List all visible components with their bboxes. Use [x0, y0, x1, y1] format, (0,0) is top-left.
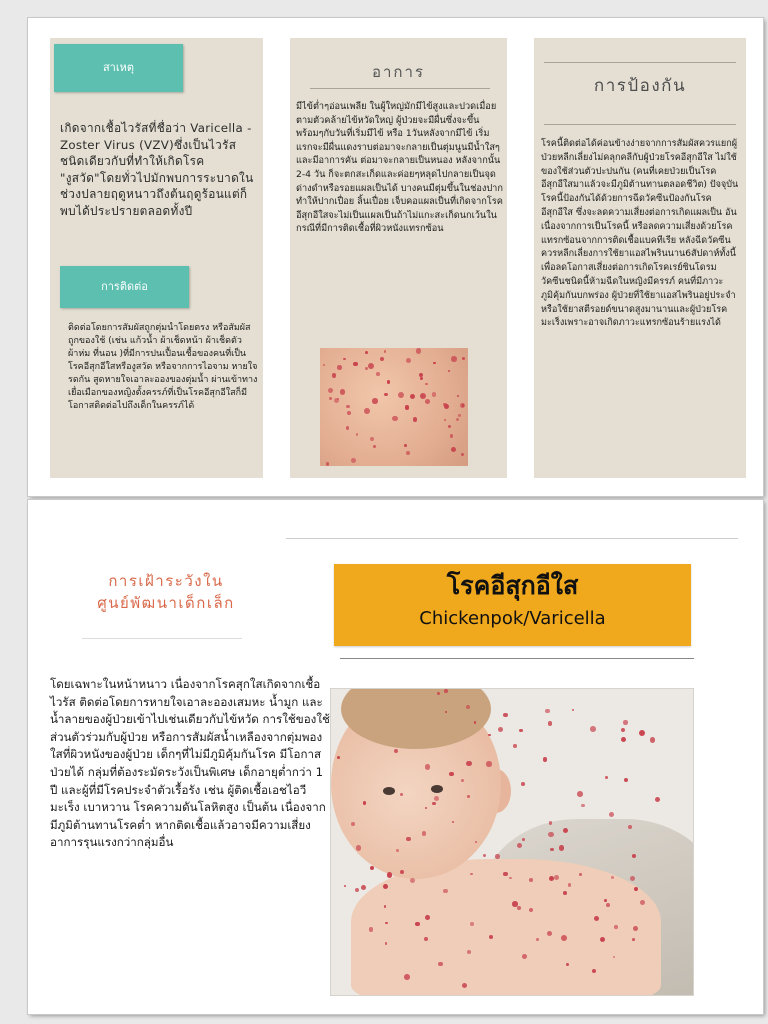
rash-spot: [522, 954, 527, 959]
prevention-divider-top: [544, 62, 736, 63]
rash-spot: [548, 832, 554, 838]
rash-spot: [572, 709, 574, 711]
rash-spot: [461, 453, 464, 456]
rash-spot: [351, 458, 356, 463]
rash-spot: [581, 804, 584, 807]
rash-spot: [415, 922, 420, 927]
skin-rash-photo: [320, 348, 468, 466]
rash-spot: [563, 828, 568, 833]
rash-spot: [340, 389, 346, 395]
rash-spot: [438, 962, 443, 967]
rash-spot: [495, 854, 500, 859]
rash-spot: [346, 426, 349, 429]
rash-spot: [451, 356, 457, 362]
rash-spot: [400, 793, 403, 796]
rash-spot: [624, 778, 628, 782]
rash-spot: [328, 388, 333, 393]
rash-spot: [503, 713, 507, 717]
rash-spot: [519, 729, 522, 732]
rash-spot: [470, 922, 474, 926]
rash-spot: [517, 843, 522, 848]
rash-spot: [332, 373, 337, 378]
baby-eye-right: [431, 785, 443, 793]
rash-spot: [385, 922, 388, 925]
rash-spot: [443, 889, 447, 893]
rash-spot: [474, 721, 476, 723]
rash-spot: [425, 383, 427, 385]
banner-english-title: Chickenpok/Varicella: [419, 608, 606, 629]
banner-thai-title: โรคอีสุกอีใส: [446, 571, 579, 600]
disease-banner: [334, 564, 691, 646]
care-title-divider: [82, 638, 242, 639]
rash-spot: [355, 888, 359, 892]
rash-spot: [590, 726, 596, 732]
rash-spot: [424, 937, 428, 941]
rash-spot: [369, 927, 374, 932]
symptoms-title: อาการ: [372, 63, 425, 81]
brochure-page-bottom: [28, 500, 763, 1014]
rash-spot: [650, 737, 655, 742]
rash-spot: [406, 358, 411, 363]
care-title-line1: การเฝ้าระวังใน: [108, 572, 224, 590]
rash-spot: [384, 350, 387, 353]
rash-spot: [548, 721, 553, 726]
rash-spot: [346, 405, 350, 409]
brochure-page-top: [28, 18, 763, 496]
cause-column: [50, 38, 263, 478]
rash-spot: [326, 462, 330, 466]
rash-spot: [432, 392, 436, 396]
rash-spot: [561, 935, 567, 941]
rash-spot: [372, 398, 377, 403]
rash-spot: [368, 363, 374, 369]
rash-spot: [449, 772, 453, 776]
rash-spot: [344, 885, 346, 887]
baby-hair-shape: [341, 688, 491, 749]
baby-with-chickenpox-photo: [330, 688, 694, 996]
rash-spot: [621, 728, 625, 732]
rash-spot: [337, 365, 342, 370]
rash-spot: [356, 433, 359, 436]
rash-spot: [632, 854, 636, 858]
prevention-column: [534, 38, 746, 478]
rash-spot: [655, 797, 660, 802]
rash-spot: [621, 737, 626, 742]
rash-spot: [392, 416, 398, 422]
rash-spot: [400, 870, 404, 874]
rash-spot: [609, 812, 614, 817]
spread-text: ติดต่อโดยการสัมผัสถูกตุ่มน้ำโดยตรง หรือสัมผัสถูกของใช้ (เช่น แก้วน้ำ ผ้าเช็ดหน้า ผ้าเช็ดตัว ผ้าห่ม ที่นอน )ที่มีการปนเปื้อนเชื้อของคนที่เป็นโรคอีสุกอีใสหรืองูสวัด หรือจากการไอจาม หายใจรดกัน สูดหายใจเอาละอองของตุ่มน้ำ ผ่านเข้าทางเยื่อเมือกของหญิงตั้งครรภ์ที่เป็นโรคอีสุกอีใสก็มีโอกาสติดต่อไปถึงเด็กในครรภ์ได้: [68, 323, 258, 411]
rash-spot: [517, 906, 521, 910]
rash-spot: [351, 822, 355, 826]
rash-spot: [406, 451, 411, 456]
rash-spot: [343, 358, 345, 360]
rash-spot: [594, 916, 599, 921]
cause-text: เกิดจากเชื้อไวรัสที่ชื่อว่า Varicella - Zoster Virus (VZV)ซึ่งเป็นไวรัสชนิดเดียวกับที่ทำให้เกิดโรค "งูสวัด"โดยทั่วไปมักพบการระบาดในช่วงปลายฤดูหนาวถึงต้นฤดูร้อนแต่ก็พบได้ประปรายตลอดทั้งปี: [60, 121, 254, 218]
rash-spot: [370, 866, 375, 871]
rash-spot: [545, 709, 549, 713]
rash-spot: [554, 875, 559, 880]
rash-spot: [365, 367, 368, 370]
rash-spot: [420, 377, 423, 380]
banner-divider: [340, 658, 694, 659]
rash-spot: [448, 425, 451, 428]
prevention-title: การป้องกัน: [593, 76, 687, 96]
rash-spot: [373, 445, 376, 448]
rash-spot: [398, 392, 404, 398]
rash-spot: [577, 791, 583, 797]
rash-spot: [513, 744, 516, 747]
rash-spot: [559, 845, 564, 850]
rash-spot: [529, 878, 533, 882]
rash-spot: [404, 974, 410, 980]
rash-spot: [353, 362, 357, 366]
baby-eye-left: [383, 787, 395, 795]
rash-spot: [486, 761, 491, 766]
rash-spot: [396, 849, 399, 852]
rash-spot: [628, 825, 632, 829]
childcare-surveillance-text: โดยเฉพาะในหน้าหนาว เนื่องจากโรคสุกใสเกิดจากเชื้อไวรัส ติดต่อโดยการหายใจเอาละอองเสมหะ น้ำมูก และน้ำลายของผู้ป่วยเข้าไปเช่นเดียวกับไข้หวัด การใช้ของใช้ส่วนตัวร่วมกับผู้ป่วย หรือการสัมผัสน้ำเหลืองจากตุ่มพองใสที่ผิวหนังของผู้ป่วย เด็กๆที่ไม่มีภูมิคุ้มกันโรค มีโอกาสป่วยได้ กลุ่มที่ต้องระมัดระวังเป็นพิเศษ เด็กอายุต่ำกว่า 1 ปี และผู้ที่มีโรคประจำตัวเรื้อรัง เช่น ผู้ติดเชื้อเอชไอวี มะเร็ง เบาหวาน โรคความดันโลหิตสูง เป็นต้น เนื่องจากมีภูมิต้านทานโรคต่ำ หากติดเชื้อแล้วอาจมีความเสี่ยงอาการรุนแรงกว่ากลุ่มอื่น: [50, 677, 330, 850]
rash-spot: [380, 357, 384, 361]
rash-spot: [444, 404, 449, 409]
rash-spot: [413, 417, 418, 422]
rash-spot: [566, 963, 569, 966]
symptoms-divider: [310, 88, 490, 89]
rash-spot: [364, 408, 370, 414]
rash-spot: [543, 757, 547, 761]
rash-spot: [387, 380, 390, 383]
rash-spot: [549, 821, 552, 824]
rash-spot: [632, 938, 635, 941]
symptoms-text: มีไข้ต่ำๆอ่อนเพลีย ในผู้ใหญ่มักมีไข้สูงและปวดเมื่อยตามตัวคล้ายไข้หวัดใหญ่ ผู้ป่วยจะมีผื่นซึ่งจะขึ้นพร้อมๆกับวันที่เริ่มมีไข้ หรือ 1วันหลังจากมีไข้ เริ่มแรกจะมีผื่นแดงราบต่อมาจะกลายเป็นตุ่มนูนมีน้ำใสๆและมีอาการคัน ต่อมาจะกลายเป็นหนอง หลังจากนั้น 2-4 วัน ก็จะตกสะเก็ดและค่อยๆหลุดไปกลายเป็นจุดด่างดำหรือรอยแผลเป็นได้ บางคนมีตุ่มขึ้นในช่องปาก ทำให้ปากเปื่อย ลิ้นเปื่อย เจ็บคอแผลเป็นที่เกิดจากโรคอีสุกอีใสจะไม่เป็นแผลเป็นถ้าไม่แกะสะเก็ดนกเว้นในกรณีที่มีการติดเชื้อที่ผิวหนังแทรกซ้อน: [296, 101, 503, 235]
rash-spot: [406, 837, 410, 841]
rash-spot: [592, 969, 596, 973]
rash-spot: [613, 956, 615, 958]
rash-spot: [522, 838, 525, 841]
rash-spot: [521, 782, 525, 786]
rash-spot: [568, 883, 571, 886]
rash-spot: [416, 348, 421, 353]
rash-spot: [451, 447, 456, 452]
rash-spot: [365, 351, 368, 354]
rash-spot: [460, 403, 465, 408]
rash-spot: [639, 730, 645, 736]
rash-spot: [498, 727, 504, 733]
rash-spot: [462, 357, 465, 360]
rash-spot: [329, 397, 332, 400]
rash-spot: [444, 419, 446, 421]
rash-spot: [337, 756, 340, 759]
rash-spot: [433, 362, 436, 365]
rash-spot: [419, 373, 424, 378]
rash-spot: [488, 734, 490, 736]
rash-spot: [444, 689, 448, 693]
symptoms-column: [290, 38, 507, 478]
rash-spot: [448, 370, 450, 372]
rash-spot: [483, 854, 486, 857]
rash-spot: [376, 372, 380, 376]
rash-spot: [445, 711, 447, 713]
rash-spot: [347, 411, 351, 415]
rash-spot: [425, 915, 430, 920]
rash-spot: [605, 776, 608, 779]
rash-spot: [404, 444, 407, 447]
rash-spot: [467, 795, 470, 798]
rash-spot: [425, 399, 430, 404]
rash-spot: [456, 418, 460, 422]
rash-spot: [410, 394, 415, 399]
rash-spot: [470, 873, 472, 875]
rash-spot: [405, 405, 410, 410]
rash-spot: [623, 720, 627, 724]
top-divider: [286, 538, 738, 539]
childcare-surveillance-title: [66, 570, 266, 614]
rash-spot: [450, 434, 453, 437]
rash-spot: [425, 807, 427, 809]
care-title-line2: ศูนย์พัฒนาเด็กเล็ก: [97, 594, 235, 612]
prevention-text: โรคนี้ติดต่อได้ค่อนข้างง่ายจากการสัมผัสควรแยกผู้ป่วยหลีกเลี่ยงไม่คลุกคลีกับผู้ป่วยโรคอีสุกอีใส ไม่ใช้ของใช้ส่วนตัวปะปนกัน (คนที่เคยป่วยเป็นโรคอีสุกอีใสมาแล้วจะมีภูมิต้านทานตลอดชีวิต) ปัจจุบันโรคนี้ป้องกันได้ด้วยการฉีดวัคซีนป้องกันโรคอีสุกอีใส ซึ่งจะลดความเสี่ยงต่อการเกิดแผลเป็น อันเนื่องจากการเป็นโรคนี้ หรือลดความเสี่ยงด้วยโรคแทรกซ้อนจากการติดเชื้อแบคทีเรีย หลังฉีดวัคซีนควรหลีกเลี่ยงการใช้ยาแอสไพรินนาน6สัปดาห์ทั้งนี้เพื่อลดโอกาสเสี่ยงต่อการเกิดโรคเรย์ซินโดรม วัคซีนชนิดนี้ห้ามฉีดในหญิงมีครรภ์ คนที่มีภาวะภูมิคุ้มกันบกพร่อง ผู้ป่วยที่ใช้ยาแอสไพรินอยู่ประจำ หรือใช้ยาสตีรอยด์ขนาดสูงมานานและผู้ป่วยโรคมะเร็งเพราะอาจเกิดภาวะแทรกซ้อนร้ายแรงได้: [541, 139, 739, 329]
rash-spot: [361, 885, 366, 890]
prevention-divider-bottom: [544, 124, 736, 125]
rash-spot: [563, 891, 567, 895]
spread-tag: การติดต่อ: [60, 266, 189, 308]
cause-tag: สาเหตุ: [54, 44, 183, 92]
rash-spot: [370, 437, 374, 441]
rash-spot: [457, 395, 459, 397]
rash-spot: [384, 393, 388, 397]
rash-spot: [323, 364, 325, 366]
rash-spot: [458, 414, 460, 416]
rash-spot: [614, 925, 618, 929]
rash-spot: [467, 950, 471, 954]
rash-spot: [466, 705, 470, 709]
rash-spot: [356, 845, 362, 851]
